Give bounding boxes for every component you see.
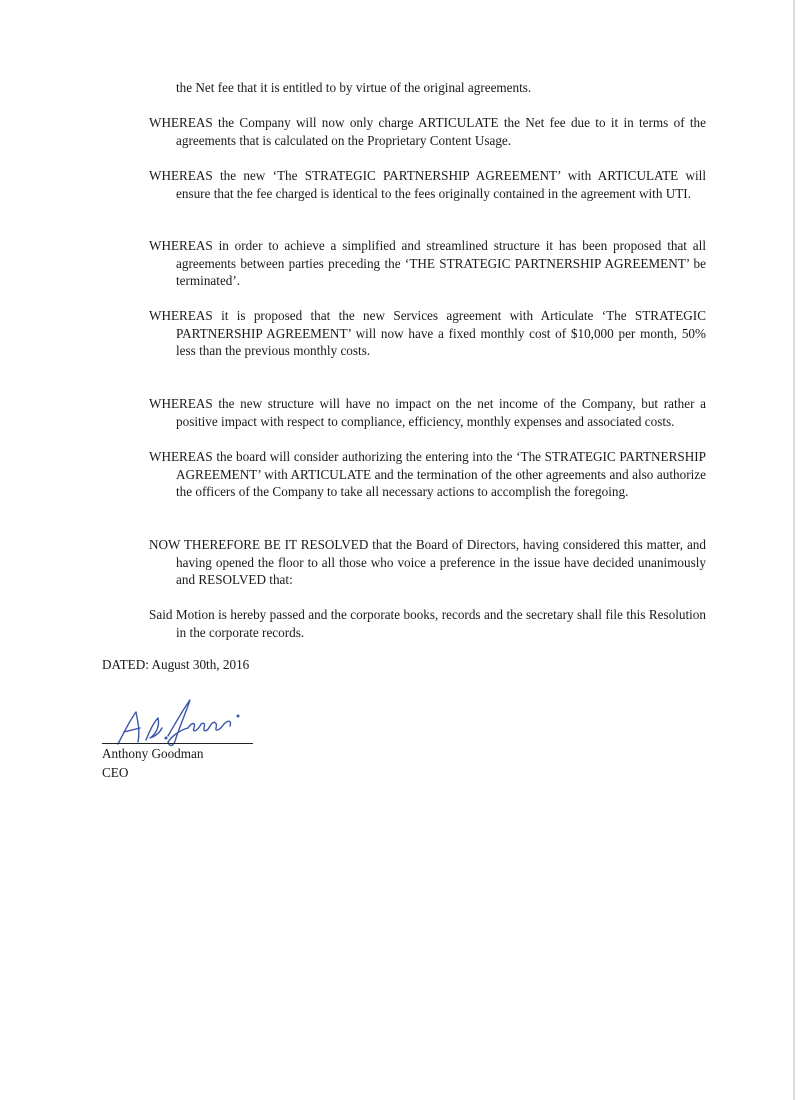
whereas-no-impact-net-income: WHEREAS the new structure will have no impact on the net income of the Company, but rather a positive impact with respect to compliance, efficiency, monthly expenses and associated costs. xyxy=(149,396,706,429)
signer-title: CEO xyxy=(102,765,129,780)
paragraph-continuation: the Net fee that it is entitled to by virtue of the original agreements. xyxy=(176,80,532,95)
whereas-board-authorizing: WHEREAS the board will consider authorizing the entering into the ‘The STRATEGIC PARTNERSHIP AGREEMENT’ with ARTICULATE and the termination of the other agreements and also authorize the officers of the Company to take all necessary actions to accomplish the foregoing. xyxy=(149,449,706,499)
handwritten-signature xyxy=(110,692,250,750)
now-therefore-resolved: NOW THEREFORE BE IT RESOLVED that the Board of Directors, having considered this matter, and having opened the floor to all those who voice a preference in the issue have decided unanimously and RESOLVED that: xyxy=(149,537,706,587)
whereas-new-agreement-fee: WHEREAS the new ‘The STRATEGIC PARTNERSHIP AGREEMENT’ with ARTICULATE will ensure that the fee charged is identical to the fees originally contained in the agreement with UTI. xyxy=(149,168,706,201)
dated-line: DATED: August 30th, 2016 xyxy=(102,657,250,672)
whereas-simplified-structure: WHEREAS in order to achieve a simplified and streamlined structure it has been proposed that all agreements between parties preceding the ‘THE STRATEGIC PARTNERSHIP AGREEMENT’ be terminated’. xyxy=(149,238,706,288)
signature-line xyxy=(102,743,253,744)
motion-passed: Said Motion is hereby passed and the corporate books, records and the secretary shall file this Resolution in the corporate records. xyxy=(149,607,706,640)
signer-name: Anthony Goodman xyxy=(102,746,204,761)
whereas-charge-net-fee: WHEREAS the Company will now only charge ARTICULATE the Net fee due to it in terms of the agreements that is calculated on the Proprietary Content Usage. xyxy=(149,115,706,148)
whereas-fixed-monthly-cost: WHEREAS it is proposed that the new Services agreement with Articulate ‘The STRATEGIC PARTNERSHIP AGREEMENT’ will now have a fixed monthly cost of $10,000 per month, 50% less than the previous monthly costs. xyxy=(149,308,706,358)
